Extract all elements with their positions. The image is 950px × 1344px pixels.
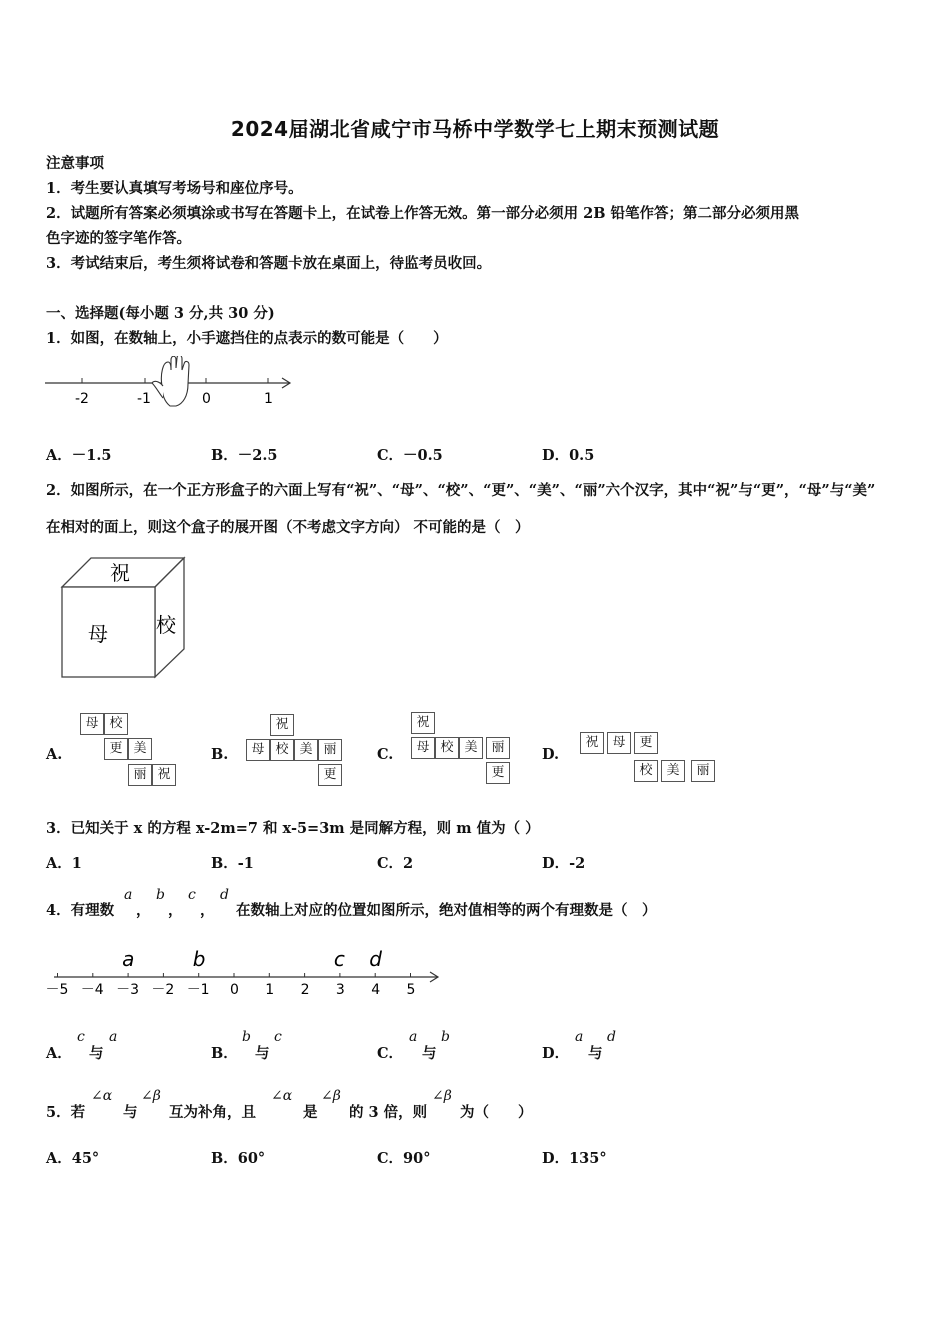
q4-option-d-letter: D． xyxy=(542,1045,570,1062)
q3-text: 3．已知关于 x 的方程 x-2m=7 和 x-5=3m 是同解方程，则 m 值为（ ） xyxy=(46,820,540,837)
q1-option-b: B．－2.5 xyxy=(211,447,278,464)
net-a-cell: 更 xyxy=(104,738,128,760)
net-a-cell: 美 xyxy=(128,738,152,760)
net-b-cell: 丽 xyxy=(318,739,342,761)
q2-option-c-label: C. xyxy=(377,746,394,763)
q1-number-line xyxy=(42,356,302,412)
net-d-cell: 校 xyxy=(634,760,658,782)
net-d-cell: 美 xyxy=(661,760,685,782)
q3-option-a: A．1 xyxy=(46,855,82,872)
q4-option-a-yu: 与 xyxy=(89,1045,104,1062)
notice-item: 3．考试结束后，考生须将试卷和答题卡放在桌面上，待监考员收回。 xyxy=(46,255,492,272)
q5-angle-alpha: ∠α xyxy=(271,1088,293,1104)
q5-option-d: D．135° xyxy=(542,1150,607,1167)
q1-option-d: D．0.5 xyxy=(542,447,595,464)
net-a-cell: 母 xyxy=(80,713,104,735)
notice-item: 色字迹的签字笔作答。 xyxy=(46,230,191,247)
q5-option-a: A．45° xyxy=(46,1150,100,1167)
notice-heading: 注意事项 xyxy=(46,155,104,172)
net-b-cell: 母 xyxy=(246,739,270,761)
q4-tick-label: 5 xyxy=(406,982,416,998)
page-title: 2024届湖北省咸宁市马桥中学数学七上期末预测试题 xyxy=(230,117,720,141)
q4-tick-label: －2 xyxy=(151,982,175,998)
q1-tick-label: 1 xyxy=(264,391,273,407)
q4-tick-label: －3 xyxy=(116,982,140,998)
q1-tick-label: -1 xyxy=(137,391,151,407)
q4-prefix: 4．有理数 xyxy=(46,902,115,919)
q4-option-d-x: a xyxy=(575,1029,584,1045)
q4-tick-label: －1 xyxy=(186,982,210,998)
q5-part: 的 3 倍，则 xyxy=(349,1104,428,1121)
net-d-cell: 更 xyxy=(634,732,658,754)
q4-option-c-letter: C． xyxy=(377,1045,404,1062)
q4-tick-label: 2 xyxy=(300,982,310,998)
q4-tick-label: －4 xyxy=(80,982,104,998)
q1-text: 1．如图，在数轴上，小手遮挡住的点表示的数可能是（ ） xyxy=(46,330,448,347)
q4-option-c-y: b xyxy=(441,1029,450,1045)
net-c-cell: 丽 xyxy=(486,737,510,759)
q4-option-a-letter: A． xyxy=(46,1045,72,1062)
q4-suffix: 在数轴上对应的位置如图所示，绝对值相等的两个有理数是（ ） xyxy=(236,902,657,919)
net-b-cell: 祝 xyxy=(270,714,294,736)
q4-var-a: a xyxy=(124,887,133,903)
q2-text-line1: 2．如图所示，在一个正方形盒子的六面上写有“祝”、“母”、“校”、“更”、“美”、“丽”六个汉字，其中“祝”与“更”，“母”与“美” xyxy=(46,482,876,499)
q5-option-c: C．90° xyxy=(377,1150,431,1167)
q4-option-c-x: a xyxy=(409,1029,418,1045)
q1-tick-label: -2 xyxy=(75,391,89,407)
net-c-cell: 母 xyxy=(411,737,435,759)
net-c-cell: 祝 xyxy=(411,712,435,734)
cube-face-front: 母 xyxy=(88,622,108,646)
q4-option-b-x: b xyxy=(242,1029,251,1045)
q5-angle-beta: ∠β xyxy=(141,1088,161,1104)
net-b-cell: 校 xyxy=(270,739,294,761)
q4-option-d-y: d xyxy=(607,1029,616,1045)
net-c-cell: 校 xyxy=(435,737,459,759)
q4-option-a-y: a xyxy=(109,1029,118,1045)
q2-option-a-label: A. xyxy=(46,746,63,763)
net-d-cell: 丽 xyxy=(691,760,715,782)
notice-item: 1．考生要认真填写考场号和座位序号。 xyxy=(46,180,303,197)
net-d-cell: 祝 xyxy=(580,732,604,754)
q5-part: 为（ ） xyxy=(460,1104,533,1121)
net-b-cell: 更 xyxy=(318,764,342,786)
q3-option-d: D．-2 xyxy=(542,855,586,872)
q4-tick-label: 1 xyxy=(265,982,275,998)
q4-comma: ， xyxy=(200,902,215,919)
q4-option-b-letter: B． xyxy=(211,1045,238,1062)
q5-part: 与 xyxy=(123,1104,138,1121)
q5-part: 互为补角，且 xyxy=(169,1104,256,1121)
q2-option-d-label: D. xyxy=(542,746,560,763)
q4-comma: ， xyxy=(168,902,183,919)
net-c-cell: 更 xyxy=(486,762,510,784)
cube-face-side: 校 xyxy=(156,613,176,637)
net-c-cell: 美 xyxy=(459,737,483,759)
section-heading: 一、选择题(每小题 3 分,共 30 分) xyxy=(46,305,275,322)
q4-var-b: b xyxy=(156,887,165,903)
q3-option-c: C．2 xyxy=(377,855,414,872)
q1-option-c: C．－0.5 xyxy=(377,447,443,464)
q1-tick-label: 0 xyxy=(202,391,211,407)
q4-point-label: b xyxy=(192,947,206,971)
q4-option-b-yu: 与 xyxy=(255,1045,270,1062)
q4-tick-label: 3 xyxy=(335,982,345,998)
cube-face-top: 祝 xyxy=(110,561,130,585)
q4-option-c-yu: 与 xyxy=(422,1045,437,1062)
q4-option-b-y: c xyxy=(274,1029,282,1045)
q5-part: 是 xyxy=(303,1104,318,1121)
q5-angle-beta: ∠β xyxy=(321,1088,341,1104)
q4-number-line xyxy=(46,944,446,1000)
q2-option-b-label: B. xyxy=(211,746,229,763)
hand-icon xyxy=(152,356,189,406)
net-a-cell: 校 xyxy=(104,713,128,735)
q4-tick-label: 0 xyxy=(230,982,239,998)
q1-option-a: A．－1.5 xyxy=(46,447,112,464)
net-a-cell: 丽 xyxy=(128,764,152,786)
q4-tick-label: 4 xyxy=(371,982,381,998)
q5-option-b: B．60° xyxy=(211,1150,266,1167)
net-a-cell: 祝 xyxy=(152,764,176,786)
q5-angle-beta: ∠β xyxy=(432,1088,452,1104)
q2-text-line2: 在相对的面上，则这个盒子的展开图（不考虑文字方向） 不可能的是（ ） xyxy=(46,519,530,536)
q5-angle-alpha: ∠α xyxy=(91,1088,113,1104)
q4-point-label: d xyxy=(369,947,382,971)
notice-item: 2．试题所有答案必须填涂或书写在答题卡上，在试卷上作答无效。第一部分必须用 2B 铅笔作答；第二部分必须用黑 xyxy=(46,205,800,222)
q2-cube-figure xyxy=(58,555,188,681)
q4-option-d-yu: 与 xyxy=(588,1045,603,1062)
q4-tick-label: －5 xyxy=(46,982,69,998)
q3-option-b: B．-1 xyxy=(211,855,254,872)
q4-var-c: c xyxy=(188,887,196,903)
q4-point-label: c xyxy=(333,947,345,971)
net-b-cell: 美 xyxy=(294,739,318,761)
net-d-cell: 母 xyxy=(607,732,631,754)
q4-point-label: a xyxy=(122,947,135,971)
q4-option-a-x: c xyxy=(77,1029,85,1045)
q5-part: 5．若 xyxy=(46,1104,86,1121)
q4-var-d: d xyxy=(220,887,229,903)
q4-comma: ， xyxy=(136,902,151,919)
